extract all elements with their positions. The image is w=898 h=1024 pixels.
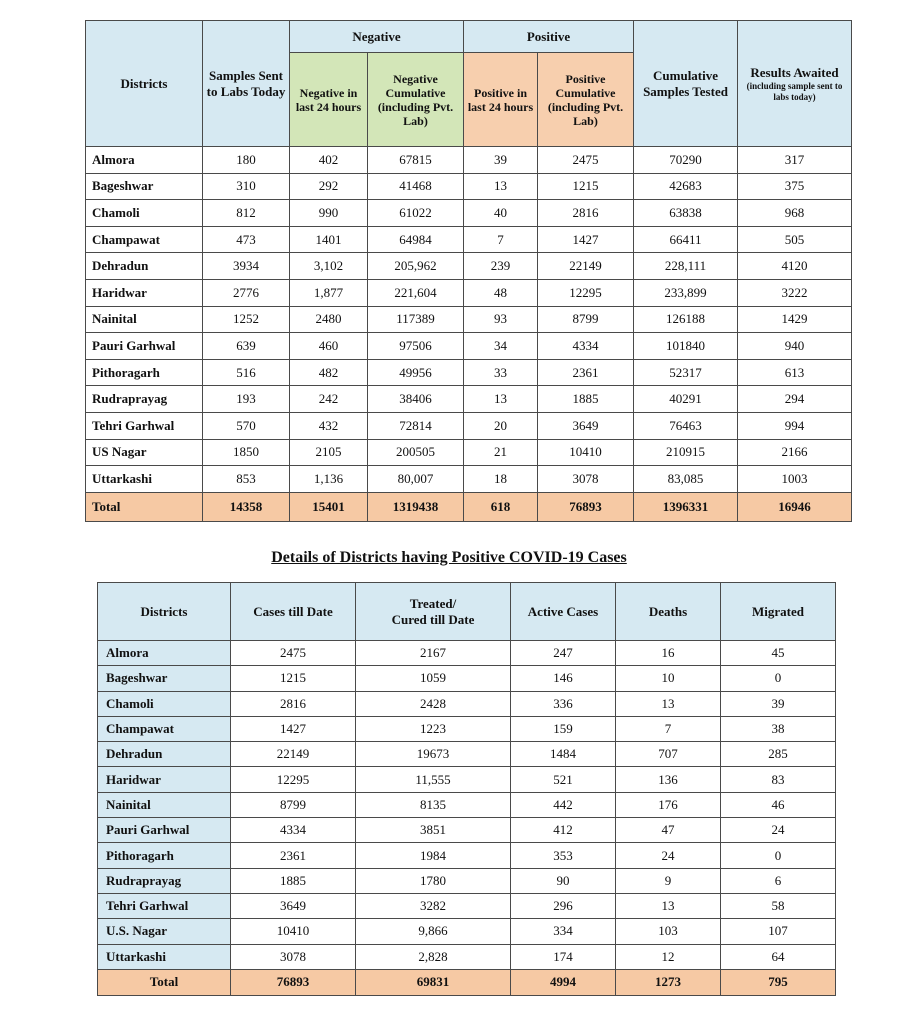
value-cell: 1484 bbox=[511, 742, 616, 767]
value-cell: 221,604 bbox=[368, 279, 464, 306]
value-cell: 310 bbox=[203, 173, 290, 200]
value-cell: 41468 bbox=[368, 173, 464, 200]
district-name-cell: US Nagar bbox=[86, 439, 203, 466]
value-cell: 375 bbox=[738, 173, 852, 200]
group-header-negative: Negative bbox=[290, 21, 464, 53]
value-cell: 21 bbox=[464, 439, 538, 466]
value-cell: 1780 bbox=[356, 868, 511, 893]
value-cell: 19673 bbox=[356, 742, 511, 767]
value-cell: 994 bbox=[738, 412, 852, 439]
table-row bbox=[86, 386, 852, 413]
table-row bbox=[98, 893, 836, 918]
value-cell: 853 bbox=[203, 466, 290, 493]
value-cell: 239 bbox=[464, 253, 538, 280]
value-cell: 7 bbox=[616, 716, 721, 741]
value-cell: 66411 bbox=[634, 226, 738, 253]
value-cell: 8799 bbox=[538, 306, 634, 333]
table-row bbox=[86, 147, 852, 174]
value-cell: 11,555 bbox=[356, 767, 511, 792]
value-cell: 460 bbox=[290, 333, 368, 360]
value-cell: 117389 bbox=[368, 306, 464, 333]
value-cell: 334 bbox=[511, 919, 616, 944]
table-row bbox=[86, 439, 852, 466]
col-header-migrated: Migrated bbox=[721, 583, 836, 641]
value-cell: 1,877 bbox=[290, 279, 368, 306]
total-label: Total bbox=[86, 492, 203, 521]
value-cell: 1,136 bbox=[290, 466, 368, 493]
value-cell: 228,111 bbox=[634, 253, 738, 280]
value-cell: 3934 bbox=[203, 253, 290, 280]
value-cell: 76463 bbox=[634, 412, 738, 439]
value-cell: 1003 bbox=[738, 466, 852, 493]
value-cell: 12295 bbox=[231, 767, 356, 792]
value-cell: 67815 bbox=[368, 147, 464, 174]
value-cell: 990 bbox=[290, 200, 368, 227]
value-cell: 412 bbox=[511, 818, 616, 843]
value-cell: 3649 bbox=[538, 412, 634, 439]
col-header-negative-24h: Negative in last 24 hours bbox=[290, 53, 368, 147]
value-cell: 24 bbox=[721, 818, 836, 843]
total-value-cell: 795 bbox=[721, 969, 836, 995]
value-cell: 9,866 bbox=[356, 919, 511, 944]
value-cell: 42683 bbox=[634, 173, 738, 200]
value-cell: 2480 bbox=[290, 306, 368, 333]
district-name-cell: Pithoragarh bbox=[98, 843, 231, 868]
value-cell: 38 bbox=[721, 716, 836, 741]
value-cell: 48 bbox=[464, 279, 538, 306]
table-row bbox=[86, 412, 852, 439]
value-cell: 1223 bbox=[356, 716, 511, 741]
value-cell: 64984 bbox=[368, 226, 464, 253]
value-cell: 40291 bbox=[634, 386, 738, 413]
table-row bbox=[98, 868, 836, 893]
value-cell: 7 bbox=[464, 226, 538, 253]
value-cell: 52317 bbox=[634, 359, 738, 386]
value-cell: 38406 bbox=[368, 386, 464, 413]
value-cell: 613 bbox=[738, 359, 852, 386]
value-cell: 4120 bbox=[738, 253, 852, 280]
value-cell: 570 bbox=[203, 412, 290, 439]
value-cell: 2166 bbox=[738, 439, 852, 466]
total-value-cell: 15401 bbox=[290, 492, 368, 521]
table-row bbox=[86, 200, 852, 227]
value-cell: 3,102 bbox=[290, 253, 368, 280]
col-header-positive-cumulative: Positive Cumulative (including Pvt. Lab) bbox=[538, 53, 634, 147]
total-value-cell: 69831 bbox=[356, 969, 511, 995]
value-cell: 12295 bbox=[538, 279, 634, 306]
value-cell: 39 bbox=[721, 691, 836, 716]
table-row bbox=[86, 226, 852, 253]
value-cell: 180 bbox=[203, 147, 290, 174]
col-header-districts: Districts bbox=[98, 583, 231, 641]
total-value-cell: 14358 bbox=[203, 492, 290, 521]
value-cell: 1885 bbox=[538, 386, 634, 413]
table-row bbox=[98, 818, 836, 843]
group-header-positive: Positive bbox=[464, 21, 634, 53]
total-value-cell: 1319438 bbox=[368, 492, 464, 521]
total-row bbox=[98, 969, 836, 995]
value-cell: 2167 bbox=[356, 641, 511, 666]
value-cell: 20 bbox=[464, 412, 538, 439]
value-cell: 353 bbox=[511, 843, 616, 868]
district-name-cell: Rudraprayag bbox=[98, 868, 231, 893]
value-cell: 812 bbox=[203, 200, 290, 227]
value-cell: 13 bbox=[616, 691, 721, 716]
district-name-cell: U.S. Nagar bbox=[98, 919, 231, 944]
value-cell: 83,085 bbox=[634, 466, 738, 493]
district-name-cell: Chamoli bbox=[86, 200, 203, 227]
value-cell: 64 bbox=[721, 944, 836, 969]
district-name-cell: Uttarkashi bbox=[98, 944, 231, 969]
value-cell: 336 bbox=[511, 691, 616, 716]
value-cell: 174 bbox=[511, 944, 616, 969]
district-name-cell: Rudraprayag bbox=[86, 386, 203, 413]
value-cell: 1984 bbox=[356, 843, 511, 868]
results-awaited-label: Results Awaited bbox=[750, 64, 839, 80]
value-cell: 968 bbox=[738, 200, 852, 227]
value-cell: 473 bbox=[203, 226, 290, 253]
district-name-cell: Chamoli bbox=[98, 691, 231, 716]
value-cell: 1215 bbox=[231, 666, 356, 691]
total-value-cell: 4994 bbox=[511, 969, 616, 995]
value-cell: 40 bbox=[464, 200, 538, 227]
total-value-cell: 1396331 bbox=[634, 492, 738, 521]
district-name-cell: Bageshwar bbox=[98, 666, 231, 691]
value-cell: 4334 bbox=[538, 333, 634, 360]
col-header-negative-cumulative: Negative Cumulative (including Pvt. Lab) bbox=[368, 53, 464, 147]
col-header-active-cases: Active Cases bbox=[511, 583, 616, 641]
testing-summary-body bbox=[86, 147, 852, 522]
value-cell: 45 bbox=[721, 641, 836, 666]
value-cell: 205,962 bbox=[368, 253, 464, 280]
value-cell: 49956 bbox=[368, 359, 464, 386]
value-cell: 2816 bbox=[538, 200, 634, 227]
value-cell: 0 bbox=[721, 666, 836, 691]
testing-summary-table bbox=[85, 20, 852, 522]
table-row bbox=[98, 843, 836, 868]
value-cell: 63838 bbox=[634, 200, 738, 227]
col-header-results-awaited bbox=[738, 21, 852, 147]
table-row bbox=[86, 279, 852, 306]
value-cell: 292 bbox=[290, 173, 368, 200]
value-cell: 1059 bbox=[356, 666, 511, 691]
district-name-cell: Tehri Garhwal bbox=[86, 412, 203, 439]
value-cell: 2776 bbox=[203, 279, 290, 306]
district-name-cell: Haridwar bbox=[86, 279, 203, 306]
value-cell: 47 bbox=[616, 818, 721, 843]
district-name-cell: Haridwar bbox=[98, 767, 231, 792]
table-row bbox=[98, 641, 836, 666]
value-cell: 2,828 bbox=[356, 944, 511, 969]
value-cell: 1427 bbox=[231, 716, 356, 741]
value-cell: 72814 bbox=[368, 412, 464, 439]
value-cell: 3078 bbox=[538, 466, 634, 493]
col-header-treated bbox=[356, 583, 511, 641]
table-row bbox=[98, 767, 836, 792]
value-cell: 46 bbox=[721, 792, 836, 817]
value-cell: 402 bbox=[290, 147, 368, 174]
value-cell: 136 bbox=[616, 767, 721, 792]
section-title: Details of Districts having Positive COVID-19 Cases bbox=[271, 549, 627, 566]
value-cell: 70290 bbox=[634, 147, 738, 174]
value-cell: 1252 bbox=[203, 306, 290, 333]
value-cell: 521 bbox=[511, 767, 616, 792]
value-cell: 4334 bbox=[231, 818, 356, 843]
col-header-cases-till-date: Cases till Date bbox=[231, 583, 356, 641]
value-cell: 93 bbox=[464, 306, 538, 333]
district-name-cell: Nainital bbox=[98, 792, 231, 817]
value-cell: 1850 bbox=[203, 439, 290, 466]
value-cell: 2475 bbox=[231, 641, 356, 666]
table-row bbox=[86, 359, 852, 386]
value-cell: 2361 bbox=[538, 359, 634, 386]
value-cell: 107 bbox=[721, 919, 836, 944]
value-cell: 505 bbox=[738, 226, 852, 253]
value-cell: 12 bbox=[616, 944, 721, 969]
district-name-cell: Pauri Garhwal bbox=[86, 333, 203, 360]
value-cell: 34 bbox=[464, 333, 538, 360]
value-cell: 193 bbox=[203, 386, 290, 413]
value-cell: 242 bbox=[290, 386, 368, 413]
district-name-cell: Almora bbox=[86, 147, 203, 174]
value-cell: 482 bbox=[290, 359, 368, 386]
value-cell: 2105 bbox=[290, 439, 368, 466]
value-cell: 176 bbox=[616, 792, 721, 817]
value-cell: 296 bbox=[511, 893, 616, 918]
table-row bbox=[86, 466, 852, 493]
district-name-cell: Almora bbox=[98, 641, 231, 666]
value-cell: 210915 bbox=[634, 439, 738, 466]
value-cell: 126188 bbox=[634, 306, 738, 333]
value-cell: 9 bbox=[616, 868, 721, 893]
total-label: Total bbox=[98, 969, 231, 995]
value-cell: 146 bbox=[511, 666, 616, 691]
table-row bbox=[86, 333, 852, 360]
total-value-cell: 76893 bbox=[231, 969, 356, 995]
value-cell: 39 bbox=[464, 147, 538, 174]
value-cell: 2428 bbox=[356, 691, 511, 716]
district-name-cell: Champawat bbox=[98, 716, 231, 741]
total-value-cell: 618 bbox=[464, 492, 538, 521]
value-cell: 83 bbox=[721, 767, 836, 792]
total-value-cell: 76893 bbox=[538, 492, 634, 521]
table-row bbox=[98, 716, 836, 741]
col-header-cumulative-samples: Cumulative Samples Tested bbox=[634, 21, 738, 147]
value-cell: 1427 bbox=[538, 226, 634, 253]
value-cell: 2816 bbox=[231, 691, 356, 716]
district-cases-body bbox=[98, 641, 836, 996]
value-cell: 233,899 bbox=[634, 279, 738, 306]
district-cases-table bbox=[97, 582, 836, 996]
table-row bbox=[98, 944, 836, 969]
value-cell: 516 bbox=[203, 359, 290, 386]
value-cell: 2475 bbox=[538, 147, 634, 174]
value-cell: 3851 bbox=[356, 818, 511, 843]
value-cell: 1429 bbox=[738, 306, 852, 333]
table-row bbox=[98, 666, 836, 691]
value-cell: 90 bbox=[511, 868, 616, 893]
table-row bbox=[98, 742, 836, 767]
value-cell: 0 bbox=[721, 843, 836, 868]
value-cell: 3649 bbox=[231, 893, 356, 918]
value-cell: 101840 bbox=[634, 333, 738, 360]
value-cell: 80,007 bbox=[368, 466, 464, 493]
district-name-cell: Pithoragarh bbox=[86, 359, 203, 386]
results-awaited-note: (including sample sent to labs today) bbox=[746, 80, 843, 102]
value-cell: 8799 bbox=[231, 792, 356, 817]
district-name-cell: Dehradun bbox=[86, 253, 203, 280]
col-header-samples-sent: Samples Sent to Labs Today bbox=[203, 21, 290, 147]
value-cell: 442 bbox=[511, 792, 616, 817]
value-cell: 103 bbox=[616, 919, 721, 944]
district-name-cell: Dehradun bbox=[98, 742, 231, 767]
value-cell: 22149 bbox=[231, 742, 356, 767]
value-cell: 10410 bbox=[538, 439, 634, 466]
value-cell: 61022 bbox=[368, 200, 464, 227]
table-row bbox=[98, 691, 836, 716]
district-name-cell: Bageshwar bbox=[86, 173, 203, 200]
value-cell: 639 bbox=[203, 333, 290, 360]
value-cell: 18 bbox=[464, 466, 538, 493]
value-cell: 3282 bbox=[356, 893, 511, 918]
district-name-cell: Uttarkashi bbox=[86, 466, 203, 493]
district-name-cell: Champawat bbox=[86, 226, 203, 253]
value-cell: 10 bbox=[616, 666, 721, 691]
value-cell: 247 bbox=[511, 641, 616, 666]
district-name-cell: Nainital bbox=[86, 306, 203, 333]
value-cell: 10410 bbox=[231, 919, 356, 944]
value-cell: 13 bbox=[464, 173, 538, 200]
table-row bbox=[86, 173, 852, 200]
table-row bbox=[86, 306, 852, 333]
value-cell: 16 bbox=[616, 641, 721, 666]
col-header-districts: Districts bbox=[86, 21, 203, 147]
value-cell: 285 bbox=[721, 742, 836, 767]
district-name-cell: Tehri Garhwal bbox=[98, 893, 231, 918]
value-cell: 33 bbox=[464, 359, 538, 386]
value-cell: 3222 bbox=[738, 279, 852, 306]
treated-label-line2: Cured till Date bbox=[391, 611, 475, 627]
value-cell: 159 bbox=[511, 716, 616, 741]
total-row bbox=[86, 492, 852, 521]
value-cell: 13 bbox=[464, 386, 538, 413]
value-cell: 13 bbox=[616, 893, 721, 918]
value-cell: 432 bbox=[290, 412, 368, 439]
treated-label-line1: Treated/ bbox=[409, 595, 457, 611]
table-row bbox=[98, 919, 836, 944]
value-cell: 3078 bbox=[231, 944, 356, 969]
total-value-cell: 16946 bbox=[738, 492, 852, 521]
col-header-deaths: Deaths bbox=[616, 583, 721, 641]
value-cell: 1885 bbox=[231, 868, 356, 893]
value-cell: 940 bbox=[738, 333, 852, 360]
value-cell: 294 bbox=[738, 386, 852, 413]
value-cell: 1401 bbox=[290, 226, 368, 253]
table-row bbox=[86, 253, 852, 280]
value-cell: 8135 bbox=[356, 792, 511, 817]
value-cell: 317 bbox=[738, 147, 852, 174]
value-cell: 707 bbox=[616, 742, 721, 767]
table-row bbox=[98, 792, 836, 817]
value-cell: 1215 bbox=[538, 173, 634, 200]
value-cell: 22149 bbox=[538, 253, 634, 280]
col-header-positive-24h: Positive in last 24 hours bbox=[464, 53, 538, 147]
district-name-cell: Pauri Garhwal bbox=[98, 818, 231, 843]
value-cell: 6 bbox=[721, 868, 836, 893]
value-cell: 2361 bbox=[231, 843, 356, 868]
value-cell: 58 bbox=[721, 893, 836, 918]
value-cell: 97506 bbox=[368, 333, 464, 360]
value-cell: 24 bbox=[616, 843, 721, 868]
total-value-cell: 1273 bbox=[616, 969, 721, 995]
value-cell: 200505 bbox=[368, 439, 464, 466]
